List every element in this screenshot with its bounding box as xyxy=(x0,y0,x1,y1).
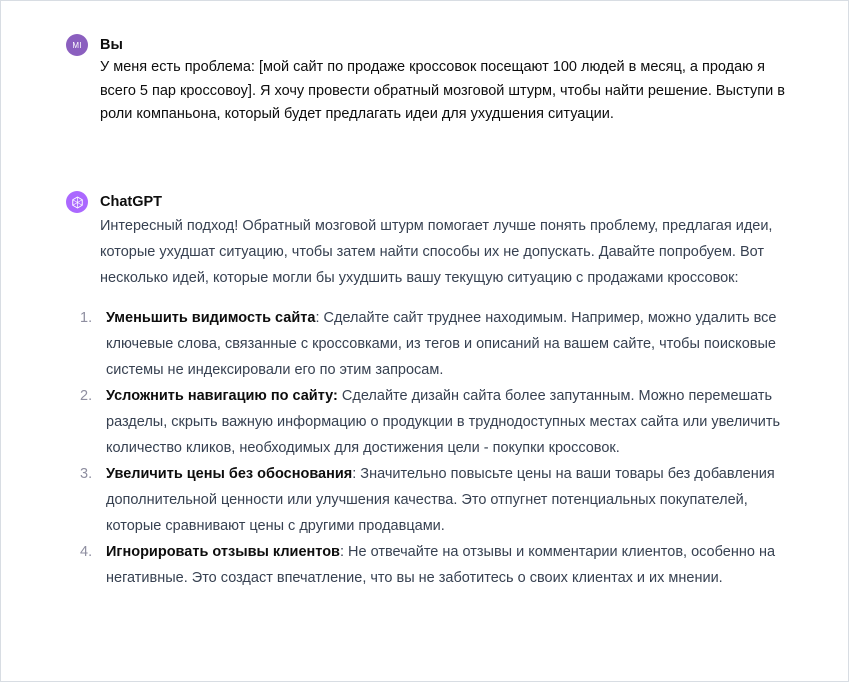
assistant-message-header xyxy=(66,191,789,213)
list-item-title: Уменьшить видимость сайта xyxy=(106,310,316,326)
assistant-name: ChatGPT xyxy=(100,194,163,210)
user-name: Вы xyxy=(100,37,123,53)
list-item-title: Усложнить навигацию по сайту: xyxy=(106,388,338,404)
user-message-text: У меня есть проблема: [мой сайт по продаже кроссовок посещают 100 людей в месяц, а продаю я всего 5 пар кроссовоу]. Я хочу провести обратный мозговой штурм, чтобы найти решение. Выступи в роли компаньона, который будет предлагать идеи для ухудшения ситуации. xyxy=(100,59,785,122)
list-item-text: : Не отвечайте на отзывы и комментарии клиентов, особенно на негативные. Это создаст впечатление, что вы не заботитесь о своих клиентах и их мнении. xyxy=(106,544,776,586)
openai-logo-icon xyxy=(66,191,88,213)
list-item xyxy=(80,539,789,591)
assistant-message xyxy=(66,191,789,591)
list-item xyxy=(80,383,789,461)
assistant-intro: Интересный подход! Обратный мозговой штурм помогает лучше понять проблему, предлагая идеи, которые ухудшат ситуацию, чтобы затем найти способы их не допускать. Давайте попробуем. Вот несколько идей, которые могли бы ухудшить вашу текущую ситуацию с продажами кроссовок: xyxy=(100,218,773,286)
assistant-message-body xyxy=(80,213,789,591)
user-initials: MI xyxy=(72,40,82,50)
list-item-number: 2. xyxy=(80,388,93,404)
user-message-header xyxy=(66,34,789,56)
list-item-text: Сделайте дизайн сайта более запутанным. Можно перемешать разделы, скрыть важную информацию о продукции в труднодоступных местах сайта или увеличить количество кликов, необходимых для достижения цели - покупки кроссовок. xyxy=(106,388,781,456)
list-item-text: : Значительно повысьте цены на ваши товары без добавления дополнительной ценности или улучшения качества. Это отпугнет потенциальных покупателей, которые сравнивают цены с другими продавцами. xyxy=(106,466,775,534)
idea-list xyxy=(80,305,789,591)
list-item-title: Игнорировать отзывы клиентов xyxy=(106,544,340,560)
list-item-number: 1. xyxy=(80,310,93,326)
list-item-number: 3. xyxy=(80,466,93,482)
list-item-text: : Сделайте сайт труднее находимым. Например, можно удалить все ключевые слова, связанные с кроссовками, из тегов и описаний на вашем сайте, чтобы поисковые системы не индексировали его по этим запросам. xyxy=(106,310,777,378)
user-avatar xyxy=(66,34,88,56)
list-item xyxy=(80,461,789,539)
list-item-title: Увеличить цены без обоснования xyxy=(106,466,353,482)
list-item xyxy=(80,305,789,383)
list-item-number: 4. xyxy=(80,544,93,560)
user-message xyxy=(66,34,789,127)
